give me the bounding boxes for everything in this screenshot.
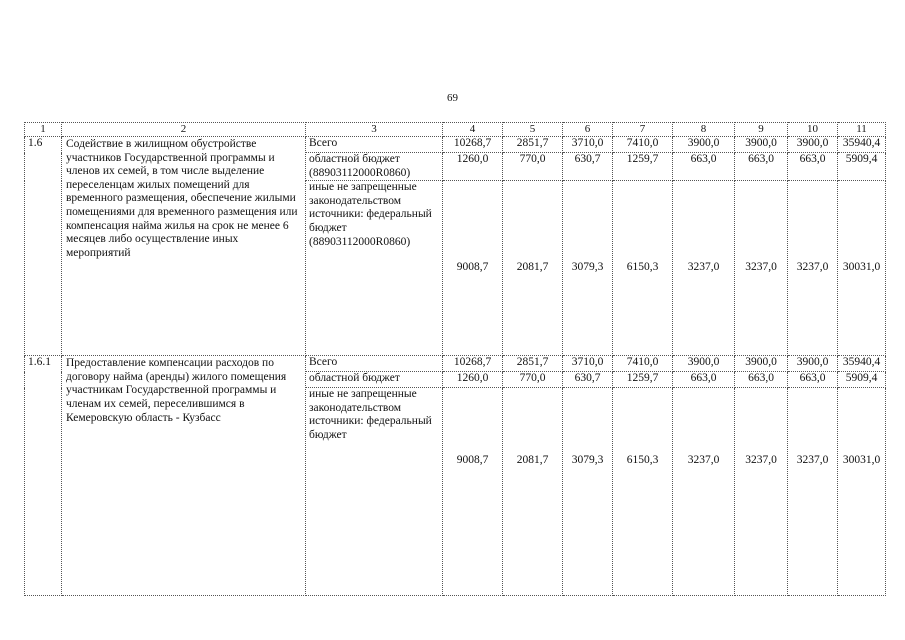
value-cell: 663,0 [788,153,838,181]
col-header: 9 [735,123,788,137]
col-header: 2 [62,123,306,137]
col-header: 3 [306,123,443,137]
source-label: иные не запрещенные законодательством источники: федеральный бюджет [306,388,443,596]
funding-table [24,122,886,596]
value-cell: 770,0 [503,153,563,181]
value-cell: 30031,0 [838,388,886,596]
value-cell: 5909,4 [838,372,886,388]
col-header: 11 [838,123,886,137]
value-cell: 663,0 [673,153,735,181]
col-header: 6 [563,123,613,137]
col-header: 8 [673,123,735,137]
value-cell: 7410,0 [613,356,673,372]
source-label: областной бюджет (88903112000R0860) [306,153,443,181]
value-cell: 3710,0 [563,356,613,372]
value-cell: 3237,0 [788,388,838,596]
value-cell: 3237,0 [788,181,838,356]
value-cell: 3900,0 [788,356,838,372]
value-cell: 5909,4 [838,153,886,181]
value-cell: 2081,7 [503,181,563,356]
page-number: 69 [447,92,458,104]
row-description: Предоставление компенсации расходов по договору найма (аренды) жилого помещения участникам Государственной программы и членам их семей, переселившимся в Кемеровскую область - Кузбасс [62,356,306,596]
value-cell: 9008,7 [443,181,503,356]
value-cell: 3237,0 [735,388,788,596]
value-cell: 2081,7 [503,388,563,596]
value-cell: 3900,0 [788,137,838,153]
source-label: иные не запрещенные законодательством источники: федеральный бюджет (88903112000R0860) [306,181,443,356]
source-label: Всего [306,137,443,153]
header-row [25,123,886,137]
col-header: 7 [613,123,673,137]
value-cell: 6150,3 [613,388,673,596]
value-cell: 3237,0 [735,181,788,356]
value-cell: 2851,7 [503,356,563,372]
value-cell: 663,0 [673,372,735,388]
value-cell: 3900,0 [673,137,735,153]
row-number: 1.6 [25,137,62,356]
col-header: 1 [25,123,62,137]
value-cell: 3237,0 [673,388,735,596]
value-cell: 10268,7 [443,137,503,153]
col-header: 4 [443,123,503,137]
value-cell: 3900,0 [735,356,788,372]
value-cell: 3237,0 [673,181,735,356]
value-cell: 663,0 [788,372,838,388]
value-cell: 3079,3 [563,181,613,356]
value-cell: 3079,3 [563,388,613,596]
value-cell: 663,0 [735,372,788,388]
value-cell: 663,0 [735,153,788,181]
value-cell: 3900,0 [673,356,735,372]
value-cell: 3710,0 [563,137,613,153]
col-header: 5 [503,123,563,137]
value-cell: 630,7 [563,153,613,181]
row-number: 1.6.1 [25,356,62,596]
value-cell: 3900,0 [735,137,788,153]
value-cell: 1260,0 [443,153,503,181]
value-cell: 1259,7 [613,372,673,388]
row-description: Содействие в жилищном обустройстве участников Государственной программы и членов их семей, в том числе выделение переселенцам жилых помещений для временного размещения, обеспечение жилыми помещениями для временного размещения или компенсация найма жилья на срок не менее 6 месяцев либо осуществление иных мероприятий [62,137,306,356]
value-cell: 2851,7 [503,137,563,153]
value-cell: 35940,4 [838,356,886,372]
source-label: областной бюджет [306,372,443,388]
table-row [25,356,886,372]
value-cell: 9008,7 [443,388,503,596]
value-cell: 7410,0 [613,137,673,153]
value-cell: 10268,7 [443,356,503,372]
value-cell: 770,0 [503,372,563,388]
table-row [25,137,886,153]
col-header: 10 [788,123,838,137]
source-label: Всего [306,356,443,372]
value-cell: 35940,4 [838,137,886,153]
value-cell: 630,7 [563,372,613,388]
value-cell: 1259,7 [613,153,673,181]
value-cell: 6150,3 [613,181,673,356]
value-cell: 1260,0 [443,372,503,388]
value-cell: 30031,0 [838,181,886,356]
